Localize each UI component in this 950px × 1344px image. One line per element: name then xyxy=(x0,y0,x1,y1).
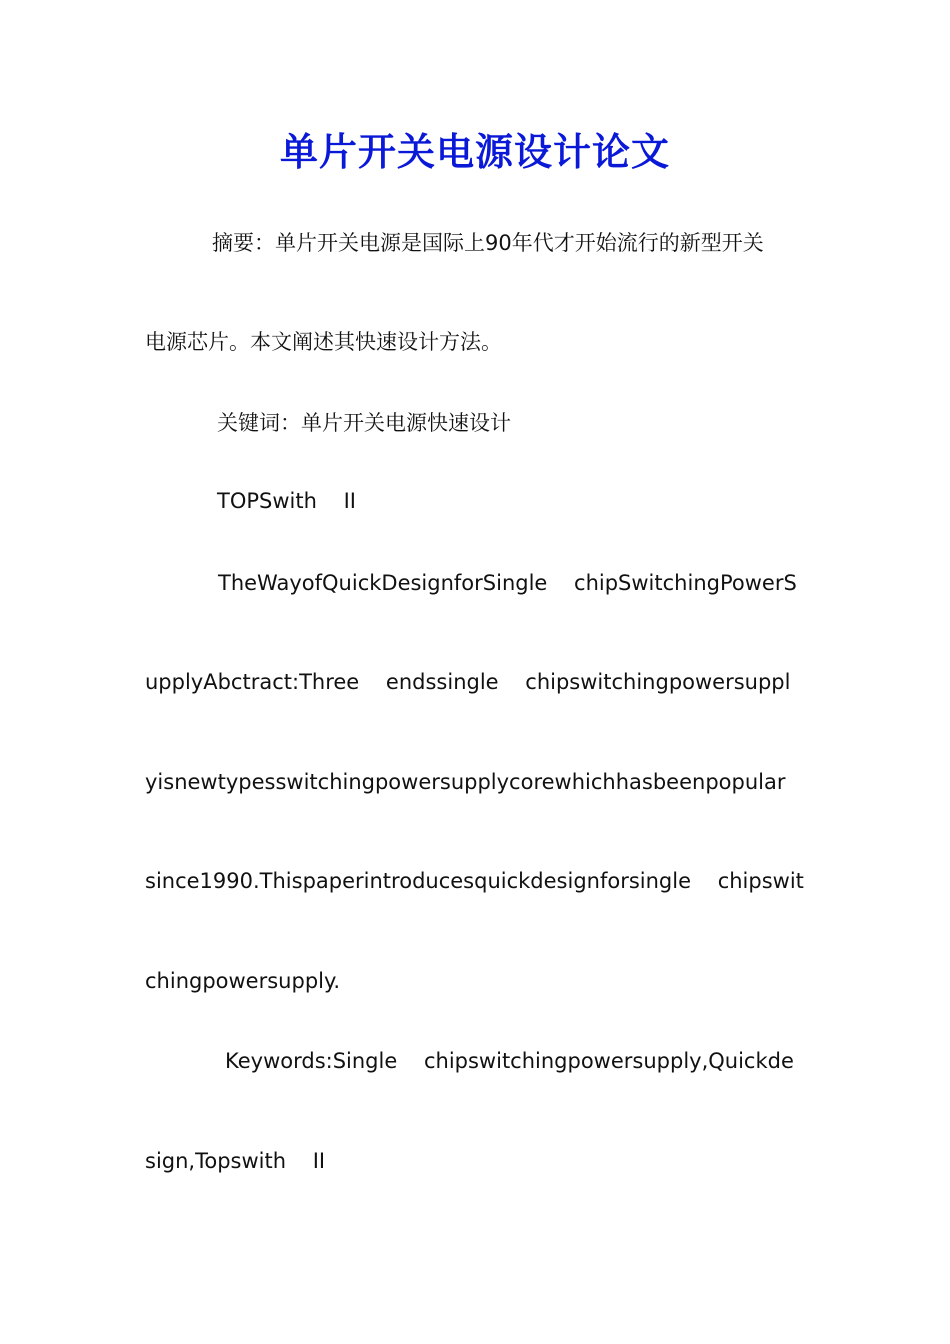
english-abstract-line-3: since1990.Thispaperintroducesquickdesignforsingle chipswit xyxy=(145,869,804,893)
document-title: 单片开关电源设计论文 xyxy=(279,129,670,174)
english-abstract-line-4: chingpowersupply. xyxy=(145,969,341,993)
abstract-line-2: 电源芯片。本文阐述其快速设计方法。 xyxy=(145,330,502,354)
abstract-line-1: 摘要：单片开关电源是国际上90年代才开始流行的新型开关 xyxy=(212,231,764,255)
english-keywords-line-2: sign,Topswith II xyxy=(145,1149,326,1173)
english-keywords-line-1: Keywords:Single chipswitchingpowersupply,Quickde xyxy=(225,1049,794,1073)
keywords-cn-topswitch: TOPSwith II xyxy=(217,489,356,513)
keywords-cn-line: 关键词：单片开关电源快速设计 xyxy=(217,411,511,435)
english-title-line: TheWayofQuickDesignforSingle chipSwitchingPowerS xyxy=(218,571,797,595)
english-abstract-line-2: yisnewtypesswitchingpowersupplycorewhichhasbeenpopular xyxy=(145,770,786,794)
english-abstract-line-1: upplyAbctract:Three endssingle chipswitchingpowersuppl xyxy=(145,670,791,694)
